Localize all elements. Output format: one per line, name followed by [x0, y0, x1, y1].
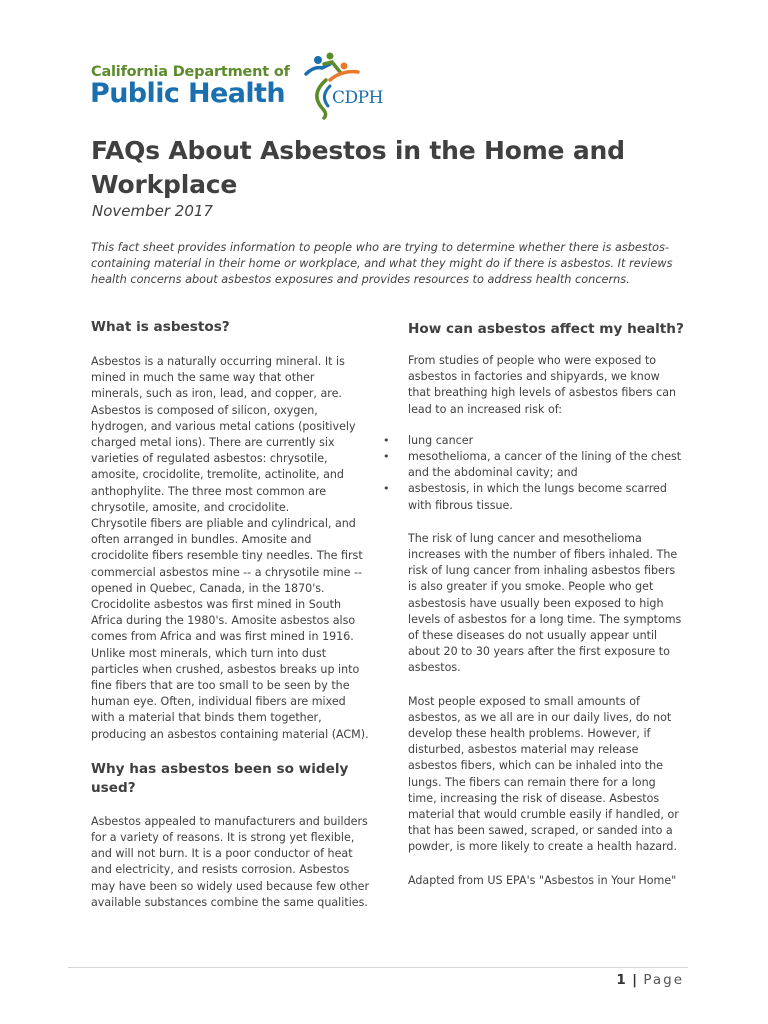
heading-why-widely-used: Why has asbestos been so widely used? [91, 760, 349, 796]
publication-date: November 2017 [92, 202, 213, 220]
logo-cdph-text: CDPH [332, 88, 383, 108]
list-item: • lung cancer [408, 433, 684, 449]
list-item: • asbestosis, in which the lungs become scarred with fibrous tissue. [383, 482, 667, 512]
paragraph-small-exposures: Most people exposed to small amounts of asbestos, as we all are in our daily lives, do not develop these health problems. However, if disturbed, asbestos material may release asbestos fibers, which can be inhaled into the lungs. The fibers can remain there for a long time, increasing the risk of disease. Asbestos material that would crumble easily if handled, or that has been sawed, scraped, or sanded into a powder, is more likely to create a health hazard. [408, 694, 679, 854]
paragraph-risk-factors: The risk of lung cancer and mesothelioma increases with the number of fibers inhaled. The risk of lung cancer from inhaling asbestos fibers is also greater if you smoke. People who get asbestosis have usually been exposed to high levels of asbestos for a long time. The symptoms of these diseases do not usually appear until about 20 to 30 years after the first exposure to asbestos. [408, 531, 682, 675]
heading-health-effects: How can asbestos affect my health? [408, 321, 684, 337]
list-item: • mesothelioma, a cancer of the lining of the chest and the abdominal cavity; and [383, 450, 682, 480]
paragraph-what-is-asbestos: Asbestos is a naturally occurring mineral. It is mined in much the same way that other minerals, such as iron, lead, and copper, are. Asbestos is composed of silicon, oxygen, hydrogen, and various metal cations (positively charged metal ions). There are currently six varieties of regulated asbestos: chrysotile, amosite, crocidolite, tremolite, actinolite, and anthophylite. The three most common are chrysotile, amosite, and crocidolite. [91, 355, 356, 514]
bullet-icon: • [383, 433, 390, 447]
source-attribution: Adapted from US EPA's "Asbestos in Your Home" [408, 873, 677, 887]
footer-divider [68, 967, 688, 968]
intro-paragraph: This fact sheet provides information to people who are trying to determine whether there is asbestos-containing material in their home or workplace, and what they might do if there is asbestos. It reviews health concerns about asbestos exposures and provides resources to address health concerns. [91, 241, 673, 286]
page-number: 1 | Page [616, 972, 684, 988]
bullet-icon: • [383, 450, 390, 464]
heading-what-is-asbestos: What is asbestos? [91, 319, 230, 335]
left-column [91, 318, 369, 911]
logo-department-text: California Department of [91, 64, 290, 80]
bullet-icon: • [383, 482, 390, 496]
document-title: FAQs About Asbestos in the Home and Workplace [91, 136, 625, 199]
paragraph-fiber-types: Chrysotile fibers are pliable and cylindrical, and often arranged in bundles. Amosite and crocidolite fibers resemble tiny needles. The first commercial asbestos mine -- a chrysotile mine -- opened in Quebec, Canada, in the 1870's. Crocidolite asbestos was first mined in South Africa during the 1980's. Amosite asbestos also comes from Africa and was first mined in 1916. Unlike most minerals, which turn into dust particles when crushed, asbestos breaks up into fine fibers that are too small to be seen by the human eye. Often, individual fibers are mixed with a material that binds them together, producing an asbestos containing material (ACM). [91, 517, 369, 741]
paragraph-why-widely-used: Asbestos appealed to manufacturers and builders for a variety of reasons. It is strong yet flexible, and will not burn. It is a poor conductor of heat and electricity, and resists corrosion. Asbestos may have been so widely used because few other available substances combine the same qualities. [91, 814, 369, 909]
logo-public-health-text: Public Health [90, 78, 285, 109]
cdph-people-icon [300, 50, 360, 120]
health-risk-list [383, 433, 684, 514]
paragraph-health-studies: From studies of people who were exposed to asbestos in factories and shipyards, we know that breathing high levels of asbestos fibers can lead to an increased risk of: [408, 354, 677, 416]
cdph-logo [90, 50, 410, 120]
right-column [383, 318, 684, 889]
